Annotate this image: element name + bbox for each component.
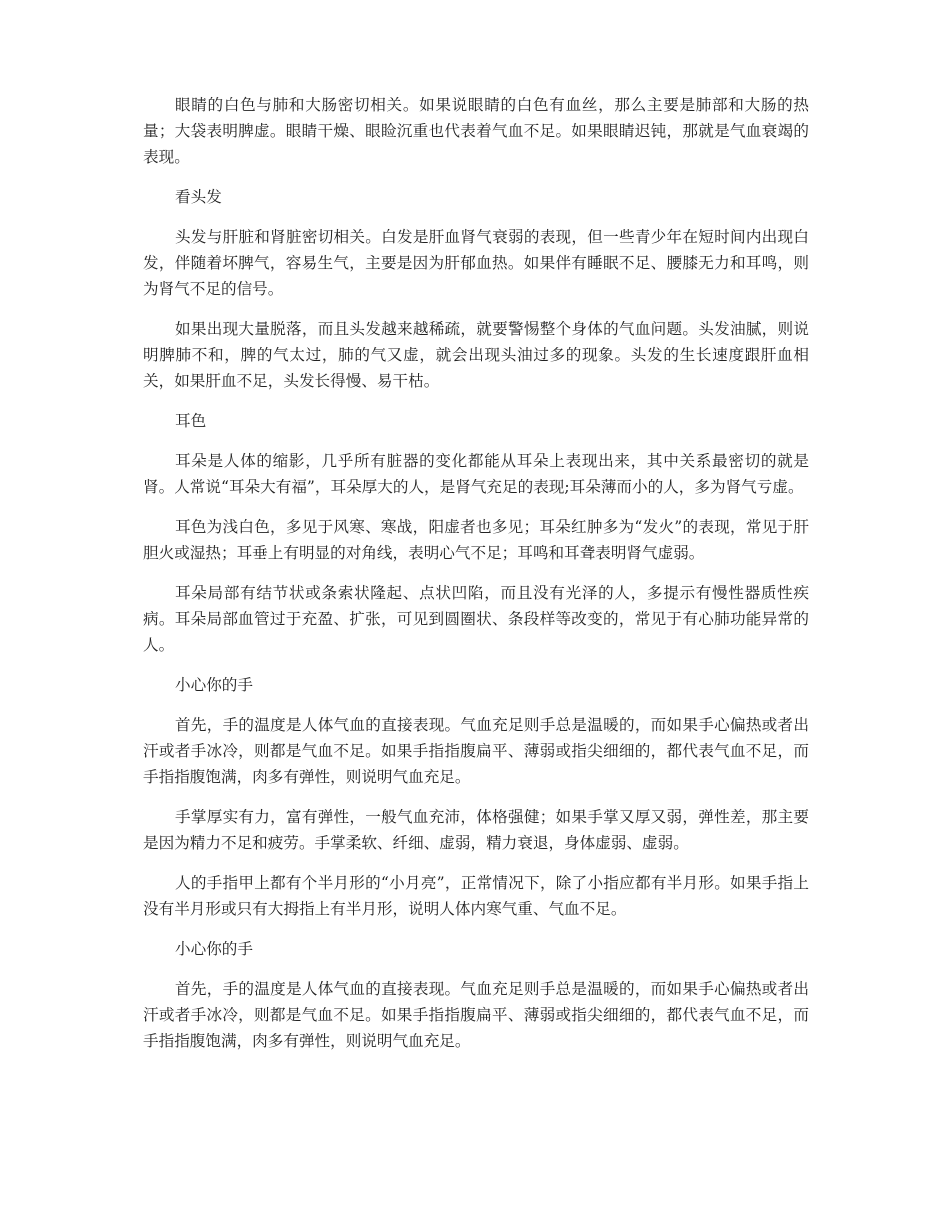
paragraph-palm: 手掌厚实有力，富有弹性，一般气血充沛，体格强健；如果手掌又厚又弱，弹性差，那主要是因为精力不足和疲劳。手掌柔软、纤细、虚弱，精力衰退，身体虚弱、虚弱。: [143, 808, 809, 852]
paragraph-fingernail-moon: 人的手指甲上都有个半月形的“小月亮”，正常情况下，除了小指应都有半月形。如果手指上没有半月形或只有大拇指上有半月形，说明人体内寒气重、气血不足。: [143, 874, 809, 918]
paragraph-eye-white: 眼睛的白色与肺和大肠密切相关。如果说眼睛的白色有血丝，那么主要是肺部和大肠的热量；大袋表明脾虚。眼睛干燥、眼睑沉重也代表着气血不足。如果眼睛迟钝，那就是气血衰竭的表现。: [143, 96, 809, 166]
section-heading-hair: 看头发: [175, 188, 222, 206]
document-body: [143, 92, 809, 1068]
paragraph-hair-loss: 如果出现大量脱落，而且头发越来越稀疏，就要警惕整个身体的气血问题。头发油腻，则说明脾肺不和，脾的气太过，肺的气又虚，就会出现头油过多的现象。头发的生长速度跟肝血相关，如果肝血不足，头发长得慢、易干枯。: [143, 320, 809, 390]
paragraph-ear-color: 耳色为浅白色，多见于风寒、寒战，阳虚者也多见；耳朵红肿多为“发火”的表现，常见于肝胆火或湿热；耳垂上有明显的对角线，表明心气不足；耳鸣和耳聋表明肾气虚弱。: [143, 518, 809, 562]
section-heading-hands: 小心你的手: [175, 676, 253, 694]
paragraph-hand-temperature: 首先，手的温度是人体气血的直接表现。气血充足则手总是温暖的，而如果手心偏热或者出汗或者手冰冷，则都是气血不足。如果手指指腹扁平、薄弱或指尖细细的，都代表气血不足，而手指指腹饱满，肉多有弹性，则说明气血充足。: [143, 716, 809, 786]
paragraph-hand-temperature-repeat: 首先，手的温度是人体气血的直接表现。气血充足则手总是温暖的，而如果手心偏热或者出汗或者手冰冷，则都是气血不足。如果手指指腹扁平、薄弱或指尖细细的，都代表气血不足，而手指指腹饱满，肉多有弹性，则说明气血充足。: [143, 980, 809, 1050]
paragraph-ear-nodules: 耳朵局部有结节状或条索状隆起、点状凹陷，而且没有光泽的人，多提示有慢性器质性疾病。耳朵局部血管过于充盈、扩张，可见到圆圈状、条段样等改变的，常见于有心肺功能异常的人。: [143, 584, 809, 654]
paragraph-ear-kidney: 耳朵是人体的缩影，几乎所有脏器的变化都能从耳朵上表现出来，其中关系最密切的就是肾。人常说“耳朵大有福”，耳朵厚大的人，是肾气充足的表现;耳朵薄而小的人，多为肾气亏虚。: [143, 452, 809, 496]
paragraph-hair-liver-kidney: 头发与肝脏和肾脏密切相关。白发是肝血肾气衰弱的表现，但一些青少年在短时间内出现白发，伴随着坏脾气，容易生气，主要是因为肝郁血热。如果伴有睡眠不足、腰膝无力和耳鸣，则为肾气不足的信号。: [143, 228, 809, 298]
section-heading-hands-repeat: 小心你的手: [175, 940, 253, 958]
section-heading-ear-color: 耳色: [175, 412, 207, 430]
